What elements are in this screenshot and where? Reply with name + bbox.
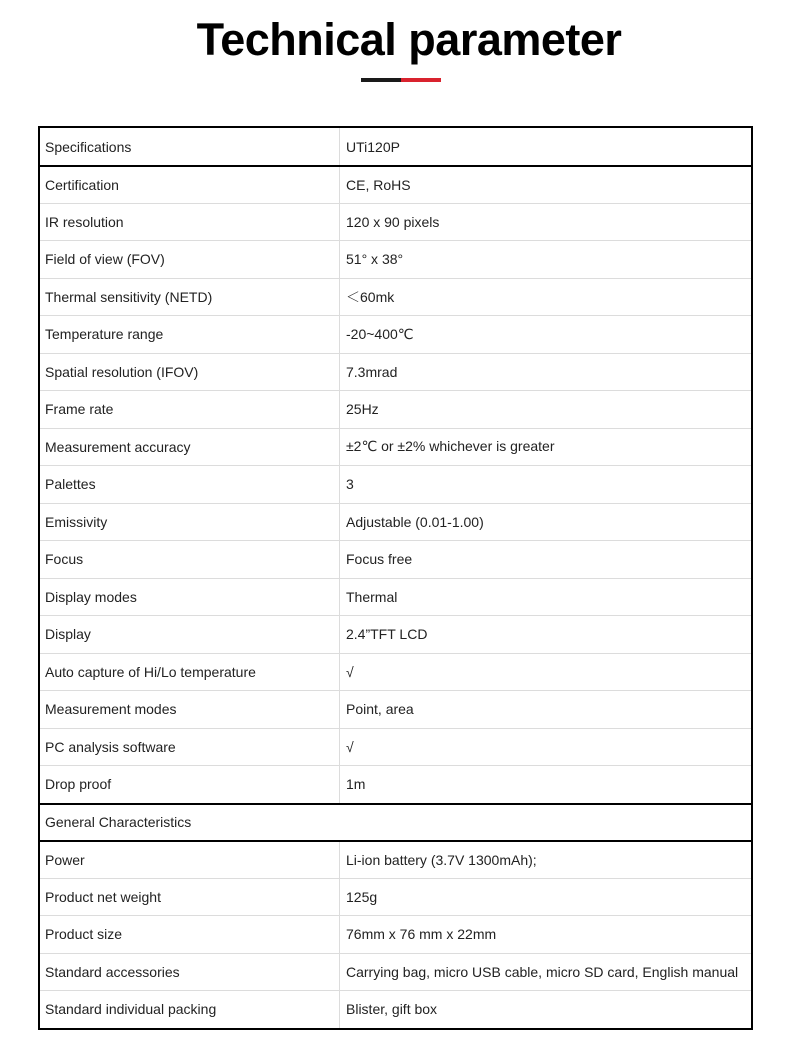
spec-label: Power <box>40 842 340 878</box>
underline-dark-segment <box>361 78 401 82</box>
table-row <box>40 428 751 466</box>
table-row <box>40 165 751 203</box>
table-row <box>40 953 751 991</box>
spec-value: Thermal <box>346 588 398 605</box>
table-row <box>40 465 751 503</box>
spec-value: √ <box>346 738 354 755</box>
spec-value: UTi120P <box>346 138 400 155</box>
spec-label: Palettes <box>40 466 340 503</box>
spec-label: Frame rate <box>40 391 340 428</box>
table-row <box>40 315 751 353</box>
spec-value: 7.3mrad <box>346 363 398 380</box>
spec-label: IR resolution <box>40 204 340 241</box>
spec-value: 125g <box>346 888 378 905</box>
spec-label: Measurement modes <box>40 691 340 728</box>
spec-value: 3 <box>346 476 354 493</box>
spec-value: 120 x 90 pixels <box>346 213 440 230</box>
table-row <box>40 128 751 165</box>
spec-label: Temperature range <box>40 316 340 353</box>
spec-value: Blister, gift box <box>346 1001 438 1018</box>
spec-value: √ <box>346 663 354 680</box>
spec-value: 1m <box>346 776 366 793</box>
table-row <box>40 765 751 803</box>
spec-label: Drop proof <box>40 766 340 803</box>
spec-label: Product size <box>40 916 340 953</box>
spec-value: 76mm x 76 mm x 22mm <box>346 926 497 943</box>
spec-label: Emissivity <box>40 504 340 541</box>
spec-value: 2.4”TFT LCD <box>346 626 428 643</box>
spec-value: ±2℃ or ±2% whichever is greater <box>346 438 555 455</box>
title-underline <box>361 78 441 82</box>
spec-table <box>38 126 753 1030</box>
spec-value: ＜60mk <box>346 288 395 305</box>
spec-value: -20~400℃ <box>346 325 414 342</box>
spec-value: Point, area <box>346 701 414 718</box>
table-row <box>40 353 751 391</box>
table-row <box>40 840 751 878</box>
table-row <box>40 690 751 728</box>
spec-label: PC analysis software <box>40 729 340 766</box>
spec-value: Focus free <box>346 551 413 568</box>
table-row <box>40 615 751 653</box>
spec-label: Standard accessories <box>40 954 340 991</box>
table-row <box>40 915 751 953</box>
table-row <box>40 540 751 578</box>
spec-label: Thermal sensitivity (NETD) <box>40 279 340 316</box>
table-row <box>40 503 751 541</box>
table-row <box>40 653 751 691</box>
underline-red-segment <box>401 78 441 82</box>
spec-label: Standard individual packing <box>40 991 340 1028</box>
spec-label: Display <box>40 616 340 653</box>
spec-label: Focus <box>40 541 340 578</box>
spec-label: Display modes <box>40 579 340 616</box>
section-heading: General Characteristics <box>45 814 192 831</box>
spec-label: Field of view (FOV) <box>40 241 340 278</box>
table-row <box>40 240 751 278</box>
spec-label: Product net weight <box>40 879 340 916</box>
table-row <box>40 578 751 616</box>
table-row <box>40 728 751 766</box>
spec-label: Specifications <box>40 128 340 165</box>
spec-value: Li-ion battery (3.7V 1300mAh); <box>346 851 537 868</box>
spec-label: Spatial resolution (IFOV) <box>40 354 340 391</box>
spec-label: Certification <box>40 167 340 203</box>
table-row <box>40 990 751 1028</box>
table-row <box>40 278 751 316</box>
page-title: Technical parameter <box>196 14 622 65</box>
spec-label: Measurement accuracy <box>40 429 340 466</box>
spec-value: 25Hz <box>346 401 379 418</box>
spec-label: Auto capture of Hi/Lo temperature <box>40 654 340 691</box>
table-row <box>40 390 751 428</box>
table-row <box>40 878 751 916</box>
table-row <box>40 203 751 241</box>
spec-value: Adjustable (0.01-1.00) <box>346 513 484 530</box>
spec-value: CE, RoHS <box>346 176 411 193</box>
spec-value: 51° x 38° <box>346 251 404 268</box>
spec-value: Carrying bag, micro USB cable, micro SD card, English manual <box>346 963 739 980</box>
section-heading-row <box>40 803 751 841</box>
